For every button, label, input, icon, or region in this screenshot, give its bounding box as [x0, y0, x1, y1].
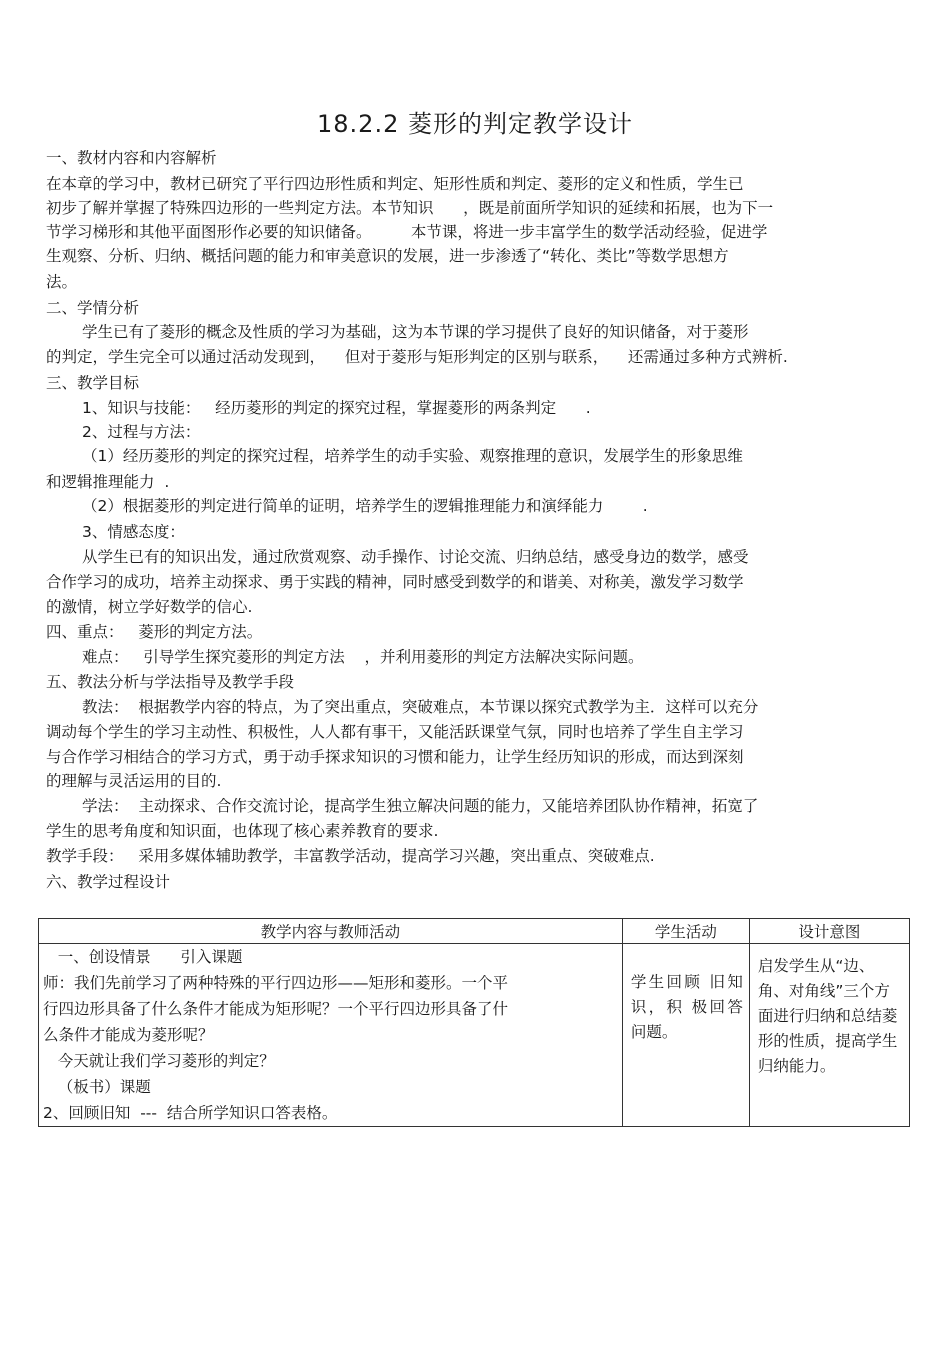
text-line: 节学习梯形和其他平面图形作必要的知识储备。 本节课，将进一步丰富学生的数学活动经验，促进学 — [46, 223, 768, 241]
text-line: 学生的思考角度和知识面，也体现了核心素养教育的要求. — [46, 822, 439, 840]
text-line: （1）经历菱形的判定的探究过程，培养学生的动手实验、观察推理的意识，发展学生的形象思维 — [82, 447, 743, 465]
header-teacher-activity: 教学内容与教师活动 — [39, 919, 623, 944]
text-line: 初步了解并掌握了特殊四边形的一些判定方法。本节知识 ，既是前面所学知识的延续和拓展，也为下一 — [46, 199, 774, 217]
text-line: 难点： 引导学生探究菱形的判定方法 ，并利用菱形的判定方法解决实际问题。 — [82, 648, 644, 666]
table-header-row — [39, 919, 910, 944]
text-line: 四、重点： 菱形的判定方法。 — [46, 623, 263, 641]
text-line: 从学生已有的知识出发，通过欣赏观察、动手操作、讨论交流、归纳总结，感受身边的数学，感受 — [82, 548, 749, 566]
text-line: 调动每个学生的学习主动性、积极性，人人都有事干，又能活跃课堂气氛，同时也培养了学生自主学习 — [46, 723, 744, 741]
text-line: 教学手段： 采用多媒体辅助教学，丰富教学活动，提高学习兴趣，突出重点、突破难点. — [46, 847, 655, 865]
teacher-line: 一、创设情景 引入课题 — [43, 948, 243, 966]
header-student-activity: 学生活动 — [622, 919, 749, 944]
text-line: 教法： 根据教学内容的特点，为了突出重点，突破难点，本节课以探究式教学为主．这样可以充分 — [82, 698, 759, 716]
teacher-line: （板书）课题 — [43, 1078, 151, 1096]
document-title: 18.2.2 菱形的判定教学设计 — [317, 110, 633, 138]
text-line: 生观察、分析、归纳、概括问题的能力和审美意识的发展，进一步渗透了“转化、类比”等数学思想方 — [46, 247, 729, 265]
text-line: （2）根据菱形的判定进行简单的证明，培养学生的逻辑推理能力和演绎能力 . — [82, 497, 648, 515]
teacher-line: 么条件才能成为菱形呢？ — [43, 1026, 214, 1044]
text-line: 3、情感态度： — [82, 523, 185, 541]
text-line: 三、教学目标 — [46, 374, 140, 392]
text-line: 1、知识与技能： 经历菱形的判定的探究过程，掌握菱形的两条判定 . — [82, 399, 591, 417]
text-line: 的激情，树立学好数学的信心. — [46, 598, 253, 616]
text-line: 五、教法分析与学法指导及教学手段 — [46, 673, 295, 691]
student-activity-cell: 学生回顾 旧知识，积 极回答问题。 — [622, 944, 749, 1127]
text-line: 的理解与灵活运用的目的. — [46, 772, 222, 790]
teacher-line: 2、回顾旧知 --- 结合所学知识口答表格。 — [43, 1104, 338, 1122]
text-line: 合作学习的成功，培养主动探求、勇于实践的精神，同时感受到数学的和谐美、对称美，激发学习数学 — [46, 573, 744, 591]
teacher-line: 今天就让我们学习菱形的判定？ — [43, 1052, 275, 1070]
teacher-line: 行四边形具备了什么条件才能成为矩形呢？一个平行四边形具备了什 — [43, 1000, 509, 1018]
teacher-line: 师：我们先前学习了两种特殊的平行四边形——矩形和菱形。一个平 — [43, 974, 509, 992]
text-line: 二、学情分析 — [46, 299, 140, 317]
text-line: 学法： 主动探求、合作交流讨论，提高学生独立解决问题的能力，又能培养团队协作精神，拓宽了 — [82, 797, 759, 815]
text-line: 六、教学过程设计 — [46, 873, 171, 891]
text-line: 在本章的学习中，教材已研究了平行四边形性质和判定、矩形性质和判定、菱形的定义和性质，学生已 — [46, 175, 744, 193]
text-line: 和逻辑推理能力 . — [46, 473, 170, 491]
teaching-process-table — [38, 918, 910, 1127]
table-row — [39, 944, 910, 1127]
text-line: 一、教材内容和内容解析 — [46, 149, 217, 167]
text-line: 学生已有了菱形的概念及性质的学习为基础，这为本节课的学习提供了良好的知识储备，对于菱形 — [82, 323, 749, 341]
text-line: 法。 — [46, 273, 78, 291]
teacher-activity-cell — [39, 944, 623, 1127]
text-line: 的判定，学生完全可以通过活动发现到， 但对于菱形与矩形判定的区别与联系， 还需通过多种方式辨析. — [46, 348, 788, 366]
text-line: 2、过程与方法： — [82, 423, 201, 441]
header-design-intent: 设计意图 — [749, 919, 909, 944]
design-intent-cell: 启发学生从“边、角、对角线”三个方面进行归纳和总结菱形的性质，提高学生归纳能力。 — [749, 944, 909, 1127]
text-line: 与合作学习相结合的学习方式，勇于动手探求知识的习惯和能力，让学生经历知识的形成，而达到深刻 — [46, 748, 744, 766]
